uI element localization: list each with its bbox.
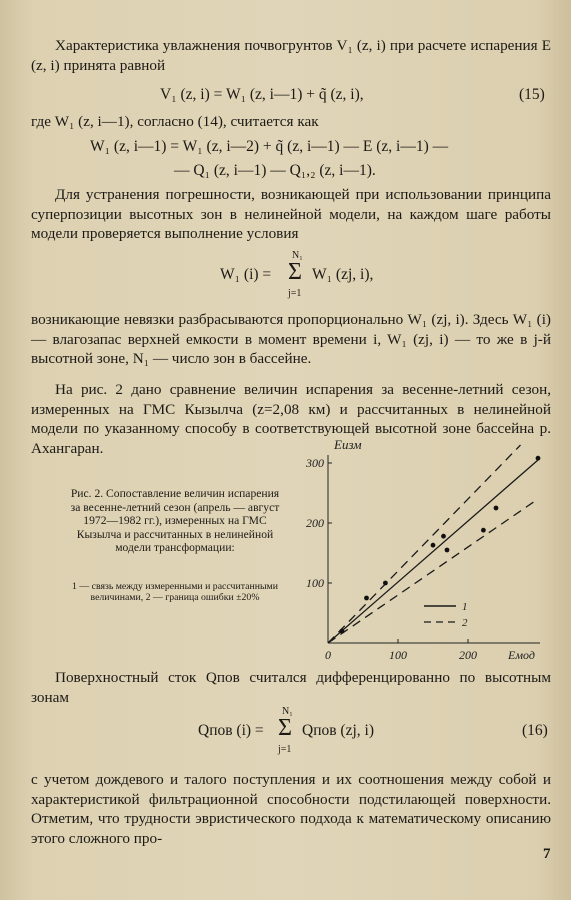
formula-16-lower: j=1 — [278, 744, 292, 755]
series-line-2 — [328, 499, 538, 643]
x-axis-label: Eмод — [508, 648, 535, 662]
figure-legend-note: 1 — связь между измеренными и рассчитанными величинами, 2 — граница ошибки ±20% — [72, 581, 278, 603]
data-point — [364, 596, 369, 601]
formula-16-upper: N₁ — [282, 706, 293, 717]
paragraph-1: Характеристика увлажнения почвогрунтов V₁ (z, i) при расчете испарения E (z, i) принята равной — [31, 37, 551, 74]
page-number: 7 — [543, 846, 551, 862]
paragraph-5: Поверхностный сток Qпов считался дифференцированно по высотным зонам — [31, 669, 551, 706]
data-point — [481, 528, 486, 533]
formula-w-line1: W₁ (z, i—1) = W₁ (z, i—2) + q̃ (z, i—1) — E (z, i—1) — — [90, 138, 449, 155]
y-tick-label: 300 — [306, 456, 324, 470]
x-tick-label: 200 — [459, 648, 477, 662]
x-tick-label: 0 — [325, 648, 331, 662]
paragraph-4: На рис. 2 дано сравнение величин испарения за весенне-летний сезон, измеренных на ГМС Кызылча (z=2,08 км) и рассчитанных в нелинейной модели по указанному способу в соответствующей высотной зоне бассейна р. Ахангаран. — [31, 381, 551, 457]
y-tick-label: 100 — [306, 576, 324, 590]
formula-sum-left: W₁ (i) = — [220, 266, 272, 283]
data-point — [441, 534, 446, 539]
paragraph-where: где W₁ (z, i—1), согласно (14), считается как — [31, 113, 319, 130]
paragraph-3: возникающие невязки разбрасываются пропорционально W₁ (zj, i). Здесь W₁ (i) — влагозапас верхней емкости в момент времени i, W₁ (zj, i) — то же в j-й высотной зоне, N₁ — число зон в бассейне. — [31, 311, 551, 368]
formula-16-left: Qпов (i) = — [198, 722, 264, 739]
paragraph-2: Для устранения погрешности, возникающей при использовании принципа суперпозиции высотных зон в нелинейной модели, на каждом шаге работы модели проверяется выполнение условия — [31, 186, 551, 243]
figure-caption: Рис. 2. Сопоставление величин испарения за весенне-летний сезон (апрель — август 1972—1982 гг.), измеренных на ГМС Кызылча и рассчитанных в нелинейной модели трансформации: — [70, 487, 280, 555]
formula-16-right: Qпов (zj, i) — [302, 722, 374, 739]
equation-number-15: (15) — [519, 86, 545, 103]
y-tick-label: 200 — [306, 516, 324, 530]
formula-sum-upper: N₁ — [292, 250, 303, 261]
legend-label-2: 2 — [462, 617, 468, 629]
series-line-1 — [328, 445, 521, 643]
x-tick-label: 100 — [389, 648, 407, 662]
data-point — [383, 581, 388, 586]
formula-sigma: Σ — [288, 259, 302, 285]
formula-sum-lower: j=1 — [288, 288, 302, 299]
equation-number-16: (16) — [522, 722, 548, 739]
data-point — [494, 506, 499, 511]
y-axis-label: Eизм — [334, 437, 362, 452]
formula-15: V₁ (z, i) = W₁ (z, i—1) + q̃ (z, i), — [160, 86, 364, 103]
legend-label-1: 1 — [462, 601, 468, 613]
data-point — [536, 456, 541, 461]
scatter-chart — [296, 437, 546, 668]
series-line-0 — [328, 460, 538, 643]
data-point — [431, 543, 436, 548]
data-point — [445, 548, 450, 553]
data-point — [340, 629, 345, 634]
paragraph-6: с учетом дождевого и талого поступления и их соотношения между собой и характеристикой фильтрационной способности подстилающей поверхности. Отметим, что трудности эвристического подхода к математическому описанию этого сложного про- — [31, 771, 551, 847]
formula-w-line2: — Q₁ (z, i—1) — Q₁,₂ (z, i—1). — [174, 162, 376, 179]
formula-16-sigma: Σ — [278, 715, 292, 741]
formula-sum-right: W₁ (zj, i), — [312, 266, 374, 283]
